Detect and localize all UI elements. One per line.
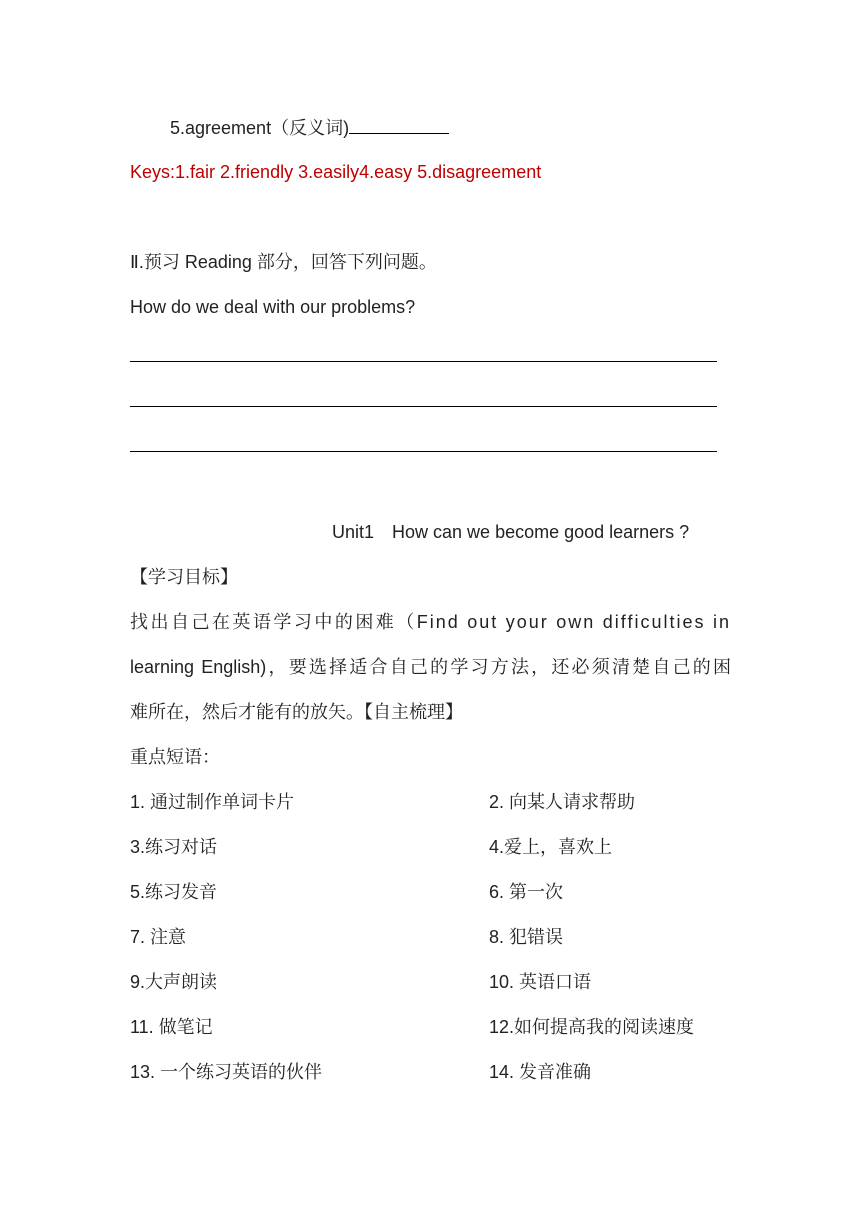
exercise-item-5-text: 5.agreement（反义词)	[170, 118, 350, 138]
answer-line-2	[130, 406, 717, 407]
phrase-item: 7. 注意	[130, 927, 187, 947]
answer-line-3	[130, 451, 717, 452]
reading-question: How do we deal with our problems?	[130, 297, 416, 317]
phrase-item: 14. 发音准确	[489, 1062, 592, 1082]
exercise-item-5	[170, 115, 449, 140]
phrase-item: 8. 犯错误	[489, 927, 564, 947]
phrase-item: 10. 英语口语	[489, 972, 592, 992]
phrase-item: 9.大声朗读	[130, 972, 218, 992]
key-phrases-heading: 重点短语：	[130, 747, 220, 767]
learning-goal-line-2: learning English)，要选择适合自己的学习方法，还必须清楚自己的困	[130, 657, 731, 677]
unit-title: Unit1 How can we become good learners ?	[332, 522, 690, 542]
learning-goal-line-3: 难所在，然后才能有的放矢。【自主梳理】	[130, 702, 463, 722]
section-2-heading: Ⅱ.预习 Reading 部分，回答下列问题。	[130, 252, 437, 272]
phrase-item: 2. 向某人请求帮助	[489, 792, 636, 812]
learning-goal-line-1: 找出自己在英语学习中的困难（Find out your own difficulties in	[130, 612, 731, 632]
phrase-item: 11. 做笔记	[130, 1017, 213, 1037]
phrase-item: 1. 通过制作单词卡片	[130, 792, 295, 812]
answer-line-1	[130, 361, 717, 362]
phrase-item: 6. 第一次	[489, 882, 564, 902]
phrase-item: 3.练习对话	[130, 837, 218, 857]
answer-keys: Keys:1.fair 2.friendly 3.easily4.easy 5.disagreement	[130, 162, 542, 182]
phrase-item: 13. 一个练习英语的伙伴	[130, 1062, 323, 1082]
phrase-item: 5.练习发音	[130, 882, 218, 902]
learning-goal-heading: 【学习目标】	[130, 567, 238, 587]
phrase-item: 12.如何提高我的阅读速度	[489, 1017, 695, 1037]
blank-answer-line	[349, 115, 449, 134]
phrase-item: 4.爱上，喜欢上	[489, 837, 613, 857]
